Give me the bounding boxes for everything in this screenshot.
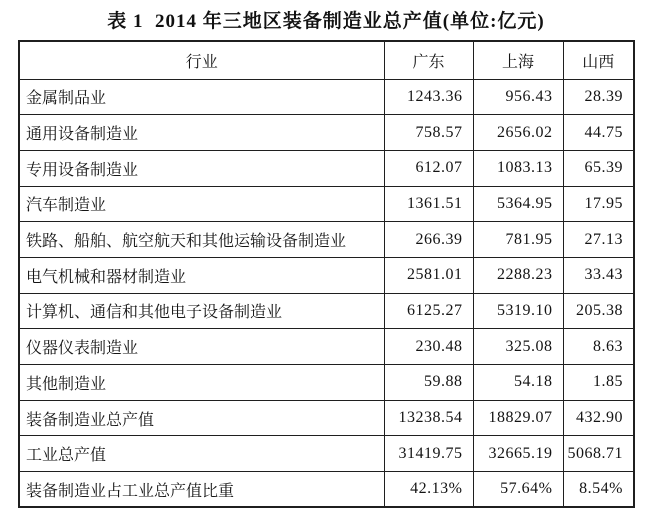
shanxi-value-cell: 65.39 — [563, 150, 634, 186]
column-header-industry: 行业 — [19, 41, 384, 79]
shanxi-value-cell: 8.54% — [563, 472, 634, 508]
guangdong-value-cell: 42.13% — [384, 472, 473, 508]
table-row — [19, 115, 634, 151]
table-row — [19, 186, 634, 222]
table-row — [19, 293, 634, 329]
shanghai-value-cell: 18829.07 — [473, 400, 563, 436]
shanghai-value-cell: 32665.19 — [473, 436, 563, 472]
industry-cell: 装备制造业占工业总产值比重 — [19, 472, 384, 508]
shanxi-value-cell: 44.75 — [563, 115, 634, 151]
output-value-table — [18, 40, 635, 508]
industry-cell: 通用设备制造业 — [19, 115, 384, 151]
guangdong-value-cell: 1243.36 — [384, 79, 473, 115]
table-row — [19, 79, 634, 115]
guangdong-value-cell: 266.39 — [384, 222, 473, 258]
shanghai-value-cell: 1083.13 — [473, 150, 563, 186]
shanxi-value-cell: 33.43 — [563, 257, 634, 293]
guangdong-value-cell: 13238.54 — [384, 400, 473, 436]
shanxi-value-cell: 1.85 — [563, 365, 634, 401]
guangdong-value-cell: 6125.27 — [384, 293, 473, 329]
shanghai-value-cell: 325.08 — [473, 329, 563, 365]
guangdong-value-cell: 758.57 — [384, 115, 473, 151]
shanghai-value-cell: 781.95 — [473, 222, 563, 258]
table-row — [19, 400, 634, 436]
shanghai-value-cell: 2656.02 — [473, 115, 563, 151]
shanghai-value-cell: 57.64% — [473, 472, 563, 508]
table-row — [19, 365, 634, 401]
guangdong-value-cell: 612.07 — [384, 150, 473, 186]
industry-cell: 仪器仪表制造业 — [19, 329, 384, 365]
shanghai-value-cell: 5364.95 — [473, 186, 563, 222]
table-row — [19, 257, 634, 293]
guangdong-value-cell: 59.88 — [384, 365, 473, 401]
shanxi-value-cell: 205.38 — [563, 293, 634, 329]
shanxi-value-cell: 17.95 — [563, 186, 634, 222]
industry-cell: 其他制造业 — [19, 365, 384, 401]
guangdong-value-cell: 2581.01 — [384, 257, 473, 293]
shanxi-value-cell: 5068.71 — [563, 436, 634, 472]
shanxi-value-cell: 8.63 — [563, 329, 634, 365]
shanxi-value-cell: 28.39 — [563, 79, 634, 115]
shanxi-value-cell: 432.90 — [563, 400, 634, 436]
shanxi-value-cell: 27.13 — [563, 222, 634, 258]
table-row — [19, 329, 634, 365]
column-header-guangdong: 广东 — [384, 41, 473, 79]
industry-cell: 铁路、船舶、航空航天和其他运输设备制造业 — [19, 222, 384, 258]
table-row — [19, 436, 634, 472]
shanghai-value-cell: 5319.10 — [473, 293, 563, 329]
industry-cell: 电气机械和器材制造业 — [19, 257, 384, 293]
industry-cell: 专用设备制造业 — [19, 150, 384, 186]
guangdong-value-cell: 1361.51 — [384, 186, 473, 222]
table-title: 表 1 2014 年三地区装备制造业总产值(单位:亿元) — [107, 11, 545, 32]
industry-cell: 汽车制造业 — [19, 186, 384, 222]
table-row — [19, 150, 634, 186]
shanghai-value-cell: 54.18 — [473, 365, 563, 401]
industry-cell: 计算机、通信和其他电子设备制造业 — [19, 293, 384, 329]
table-row — [19, 472, 634, 508]
header-row — [19, 41, 634, 79]
column-header-shanghai: 上海 — [473, 41, 563, 79]
shanghai-value-cell: 2288.23 — [473, 257, 563, 293]
industry-cell: 金属制品业 — [19, 79, 384, 115]
industry-cell: 工业总产值 — [19, 436, 384, 472]
table-row — [19, 222, 634, 258]
guangdong-value-cell: 31419.75 — [384, 436, 473, 472]
industry-cell: 装备制造业总产值 — [19, 400, 384, 436]
guangdong-value-cell: 230.48 — [384, 329, 473, 365]
shanghai-value-cell: 956.43 — [473, 79, 563, 115]
column-header-shanxi: 山西 — [563, 41, 634, 79]
